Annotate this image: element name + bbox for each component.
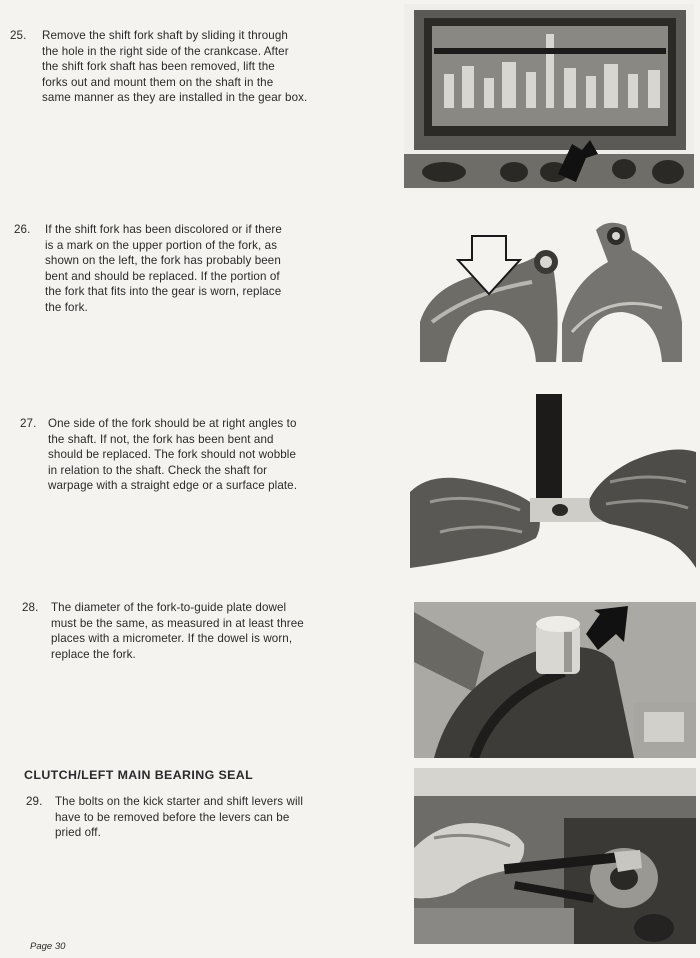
step-text: One side of the fork should be at right angles to the shaft. If not, the fork has been bent and should be replaced. The fork should not wobble in relation to the shaft. Check the shaft for warpage with a straight edge or a surface plate. <box>48 417 298 493</box>
photo-shift-forks-comparison <box>412 212 694 362</box>
step-28 <box>22 600 362 662</box>
step-number: 29. <box>26 795 43 808</box>
step-number: 28. <box>22 601 39 614</box>
photo-fork-square-check <box>410 392 696 568</box>
step-number: 27. <box>20 417 37 430</box>
step-text: If the shift fork has been discolored or if there is a mark on the upper portion of the fork, as shown on the left, the fork has probably been bent and should be replaced. If the portion of the fork that fits into the gear is worn, replace the fork. <box>45 223 282 314</box>
section-heading: CLUTCH/LEFT MAIN BEARING SEAL <box>24 768 254 782</box>
step-25 <box>10 28 350 106</box>
step-text: The diameter of the fork-to-guide plate dowel must be the same, as measured in at least three places with a micrometer. If the dowel is worn, replace the fork. <box>51 601 304 661</box>
step-26 <box>14 222 354 316</box>
step-number: 26. <box>14 223 31 236</box>
photo-kick-starter-bolts <box>414 768 696 944</box>
step-number: 25. <box>10 29 27 42</box>
photo-gearbox-shift-forks <box>404 4 694 188</box>
photo-micrometer-dowel <box>414 602 696 758</box>
page-number: Page 30 <box>30 941 66 952</box>
step-29 <box>26 794 366 841</box>
step-27 <box>20 416 360 494</box>
step-text: Remove the shift fork shaft by sliding it through the hole in the right side of the crankcase. After the shift fork shaft has been removed, lift the forks out and mount them on the shaft in the same manner as they are installed in the gear box. <box>42 29 308 105</box>
step-text: The bolts on the kick starter and shift levers will have to be removed before the levers can be pried off. <box>55 795 304 840</box>
